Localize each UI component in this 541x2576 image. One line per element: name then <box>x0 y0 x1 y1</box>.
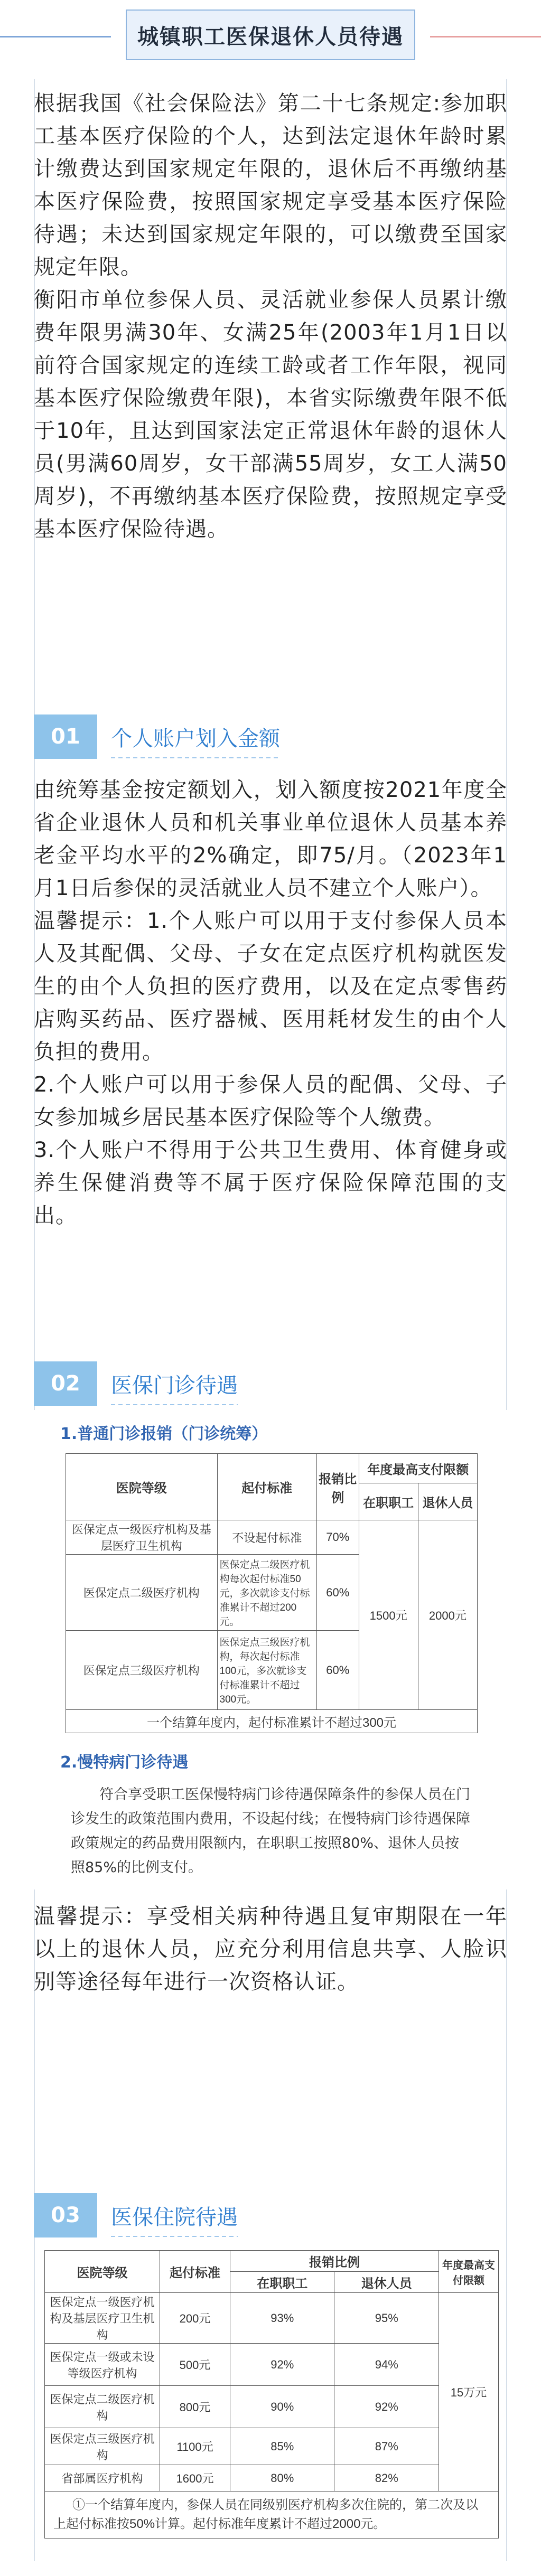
section-1-paragraph-2: 温馨提示：1.个人账户可以用于支付参保人员本人及其配偶、父母、子女在定点医疗机构就医发生的由个人负担的医疗费用，以及在定点零售药店购买药品、医疗器械、医用耗材发生的由个人负担的费用。 <box>34 909 507 1064</box>
table2-header-retired: 退休人员 <box>334 2272 439 2293</box>
section-1-title: 个人账户划入金额 <box>111 722 280 752</box>
table1-row-2-threshold: 医保定点二级医疗机构每次起付标准50元，多次就诊支付标准累计不超过200元。 <box>217 1555 316 1631</box>
outpatient-table <box>66 1453 478 1733</box>
table2-row-4-retired: 87% <box>334 2428 439 2465</box>
table2-row-3-inservice: 90% <box>230 2386 334 2428</box>
table2-row <box>45 2344 499 2386</box>
section-1-number: 01 <box>34 714 97 759</box>
table1-row-2-ratio: 60% <box>317 1555 359 1631</box>
table2-row-5-threshold: 1600元 <box>160 2465 230 2492</box>
table2-row <box>45 2386 499 2428</box>
page-title: 城镇职工医保退休人员待遇 <box>137 24 404 49</box>
intro-paragraph-1: 根据我国《社会保险法》第二十七条规定:参加职工基本医疗保险的个人，达到法定退休年龄时累计缴费达到国家规定年限的，退休后不再缴纳基本医疗保险费，按照国家规定享受基本医疗保险待遇；未达到国家规定年限的，可以缴费至国家规定年限。 <box>34 91 507 279</box>
table1-row-3-threshold: 医保定点三级医疗机构，每次起付标准100元，多次就诊支付标准累计不超过300元。 <box>217 1631 316 1710</box>
outpatient-image-block <box>34 1410 507 1889</box>
table1-row-3-level: 医保定点三级医疗机构 <box>66 1631 218 1710</box>
table2-row-4-inservice: 85% <box>230 2428 334 2465</box>
table2-row-1-inservice: 93% <box>230 2293 334 2344</box>
table2-row-5-retired: 82% <box>334 2465 439 2492</box>
section-3-number: 03 <box>34 2193 97 2237</box>
section-1-header <box>34 710 507 763</box>
table2-row-5-level: 省部属医疗机构 <box>45 2465 160 2492</box>
table2-row-4-level: 医保定点三级医疗机构 <box>45 2428 160 2465</box>
table1-row-1-ratio: 70% <box>317 1520 359 1555</box>
section-2-header <box>34 1357 507 1410</box>
header-right-rule <box>430 36 541 37</box>
header <box>0 0 541 79</box>
section-1-paragraph-1: 由统筹基金按定额划入，划入额度按2021年度全省企业退休人员和机关事业单位退休人员基本养老金平均水平的2%确定，即75/月。（2023年1月1日后参保的灵活就业人员不建立个人账户）。 <box>34 778 507 900</box>
section-3-header <box>34 2189 507 2242</box>
intro <box>34 87 507 546</box>
outpatient-subheading-2: 2.慢特病门诊待遇 <box>60 1753 189 1772</box>
section-2-title: 医保门诊待遇 <box>111 1369 238 1399</box>
table2-header-limit: 年度最高支付限额 <box>439 2251 499 2293</box>
table2-row <box>45 2428 499 2465</box>
table2-row-1-threshold: 200元 <box>160 2293 230 2344</box>
table1-header-limit: 年度最高支付限额 <box>359 1454 477 1483</box>
table2-row-3-threshold: 800元 <box>160 2386 230 2428</box>
table2-row-2-retired: 94% <box>334 2344 439 2386</box>
table2-header-inservice: 在职职工 <box>230 2272 334 2293</box>
table2-row-2-inservice: 92% <box>230 2344 334 2386</box>
inpatient-table <box>44 2250 499 2539</box>
table2-row <box>45 2465 499 2492</box>
section-1-paragraph-4: 3.个人账户不得用于公共卫生费用、体育健身或养生保健消费等不属于医疗保险保障范围的支出。 <box>34 1138 507 1228</box>
table2-note-row <box>45 2492 499 2539</box>
table1-header-ratio: 报销比例 <box>317 1454 359 1520</box>
table1-note-row <box>66 1710 478 1733</box>
table2-row <box>45 2293 499 2344</box>
chronic-disease-paragraph: 符合享受职工医保慢特病门诊待遇保障条件的参保人员在门诊发生的政策范围内费用，不设起付线；在慢特病门诊待遇保障政策规定的药品费用限额内，在职职工按照80%、退休人员按照85%的比例支付。 <box>71 1787 470 1876</box>
table1-row-1-level: 医保定点一级医疗机构及基层医疗卫生机构 <box>66 1520 218 1555</box>
table1-row-3-ratio: 60% <box>317 1631 359 1710</box>
section-3-title: 医保住院待遇 <box>111 2201 238 2231</box>
table2-row-2-threshold: 500元 <box>160 2344 230 2386</box>
section-1 <box>34 710 507 1232</box>
table2-limit: 15万元 <box>439 2293 499 2492</box>
table2-row-4-threshold: 1100元 <box>160 2428 230 2465</box>
table2-row-1-retired: 95% <box>334 2293 439 2344</box>
table1-header-threshold: 起付标准 <box>217 1454 316 1520</box>
section-1-paragraph-3: 2.个人账户可以用于参保人员的配偶、父母、子女参加城乡居民基本医疗保险等个人缴费。 <box>34 1073 507 1130</box>
header-left-rule <box>0 36 111 37</box>
table1-limit-retired: 2000元 <box>418 1520 477 1710</box>
table1-row-2-level: 医保定点二级医疗机构 <box>66 1555 218 1631</box>
table2-row-3-retired: 92% <box>334 2386 439 2428</box>
table1-row-1-threshold: 不设起付标准 <box>217 1520 316 1555</box>
table1-note: 一个结算年度内，起付标准累计不超过300元 <box>66 1710 478 1733</box>
table2-row-5-inservice: 80% <box>230 2465 334 2492</box>
table2-header-threshold: 起付标准 <box>160 2251 230 2293</box>
outpatient-subheading-1: 1.普通门诊报销（门诊统筹） <box>60 1425 268 1443</box>
table1-header-inservice: 在职职工 <box>359 1483 418 1520</box>
table2-header-level: 医院等级 <box>45 2251 160 2293</box>
table2-header-ratio: 报销比例 <box>230 2251 439 2272</box>
table1-header-level: 医院等级 <box>66 1454 218 1520</box>
table2-note: ①一个结算年度内，参保人员在同级别医疗机构多次住院的，第二次及以上起付标准按50%计算。起付标准年度累计不超过2000元。 <box>45 2492 499 2539</box>
table1-limit-inservice: 1500元 <box>359 1520 418 1710</box>
intro-paragraph-2: 衡阳市单位参保人员、灵活就业参保人员累计缴费年限男满30年、女满25年(2003年1月1日以前符合国家规定的连续工龄或者工作年限，视同基本医疗保险缴费年限)，本省实际缴费年限不低于10年，且达到国家法定正常退休年龄的退休人员(男满60周岁，女干部满55周岁，女工人满50周岁)，不再缴纳基本医疗保险费，按照规定享受基本医疗保险待遇。 <box>34 288 507 541</box>
section-2-tip: 温馨提示：享受相关病种待遇且复审期限在一年以上的退休人员，应充分利用信息共享、人脸识别等途径每年进行一次资格认证。 <box>34 1904 507 1994</box>
table1-row <box>66 1520 478 1555</box>
table2-row-2-level: 医保定点一级或未设等级医疗机构 <box>45 2344 160 2386</box>
section-2-number: 02 <box>34 1361 97 1406</box>
section-3 <box>34 2189 507 2539</box>
table2-row-1-level: 医保定点一级医疗机构及基层医疗卫生机构 <box>45 2293 160 2344</box>
title-box <box>126 10 415 60</box>
table1-header-retired: 退休人员 <box>418 1483 477 1520</box>
section-2 <box>34 1357 507 1998</box>
table2-row-3-level: 医保定点二级医疗机构 <box>45 2386 160 2428</box>
